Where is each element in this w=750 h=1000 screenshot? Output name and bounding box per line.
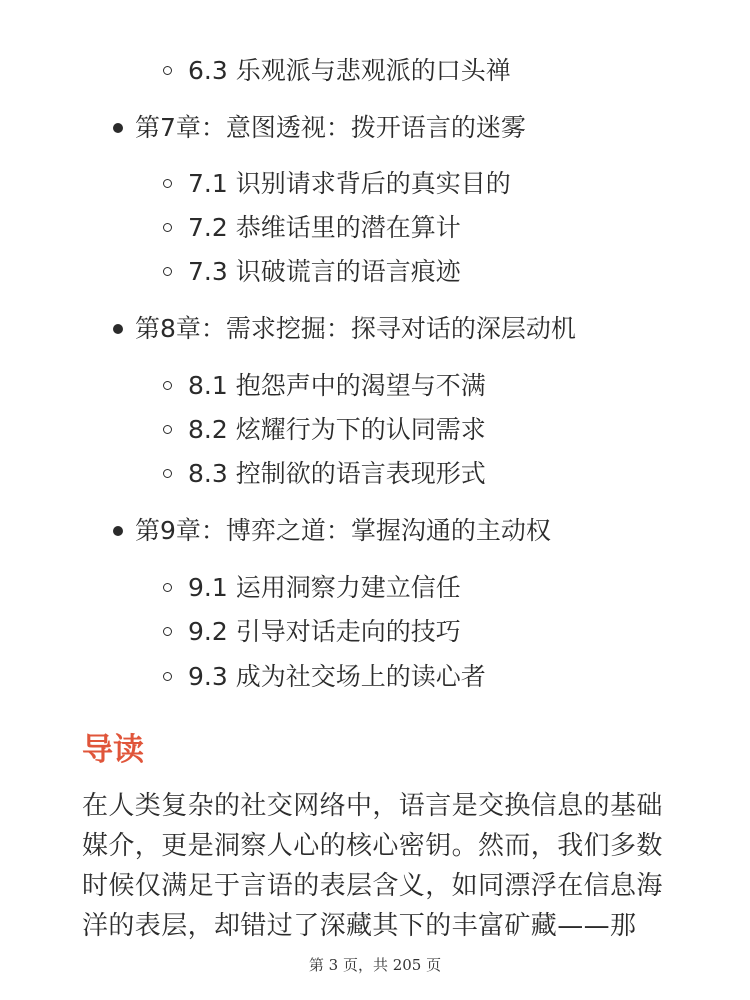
toc-item-text: 8.2 炫耀行为下的认同需求 xyxy=(188,415,486,444)
toc-section-9-3 xyxy=(163,662,486,692)
hollow-circle-bullet-icon xyxy=(163,425,172,434)
hollow-circle-bullet-icon xyxy=(163,469,172,478)
section-heading: 导读 xyxy=(82,732,144,768)
toc-item-text: 8.3 控制欲的语言表现形式 xyxy=(188,459,486,488)
toc-chapter-9 xyxy=(113,516,551,546)
toc-item-text: 第9章：博弈之道：掌握沟通的主动权 xyxy=(135,516,551,545)
hollow-circle-bullet-icon xyxy=(163,267,172,276)
toc-section-8-3 xyxy=(163,459,486,489)
filled-circle-bullet-icon xyxy=(113,324,123,334)
filled-circle-bullet-icon xyxy=(113,123,123,133)
paragraph-line: 时候仅满足于言语的表层含义，如同漂浮在信息海 xyxy=(82,871,663,901)
toc-item-text: 第7章：意图透视：拨开语言的迷雾 xyxy=(135,113,526,142)
toc-item-text: 9.2 引导对话走向的技巧 xyxy=(188,617,461,646)
toc-item-text: 9.1 运用洞察力建立信任 xyxy=(188,573,461,602)
toc-item-text: 7.3 识破谎言的语言痕迹 xyxy=(188,257,461,286)
hollow-circle-bullet-icon xyxy=(163,381,172,390)
hollow-circle-bullet-icon xyxy=(163,66,172,75)
toc-chapter-8 xyxy=(113,314,576,344)
toc-section-9-1 xyxy=(163,573,461,603)
hollow-circle-bullet-icon xyxy=(163,179,172,188)
toc-section-9-2 xyxy=(163,617,461,647)
hollow-circle-bullet-icon xyxy=(163,583,172,592)
toc-section-8-2 xyxy=(163,415,486,445)
paragraph-line: 在人类复杂的社交网络中，语言是交换信息的基础 xyxy=(82,791,663,821)
hollow-circle-bullet-icon xyxy=(163,672,172,681)
toc-section-7-3 xyxy=(163,257,461,287)
toc-item-text: 7.1 识别请求背后的真实目的 xyxy=(188,169,511,198)
toc-section-8-1 xyxy=(163,371,486,401)
paragraph-line: 洋的表层，却错过了深藏其下的丰富矿藏——那 xyxy=(82,911,637,941)
toc-section-7-1 xyxy=(163,169,511,199)
toc-section-6-3 xyxy=(163,56,511,86)
paragraph-line: 媒介，更是洞察人心的核心密钥。然而，我们多数 xyxy=(82,831,663,861)
filled-circle-bullet-icon xyxy=(113,526,123,536)
hollow-circle-bullet-icon xyxy=(163,627,172,636)
page-indicator: 第 3 页，共 205 页 xyxy=(308,956,442,974)
toc-item-text: 第8章：需求挖掘：探寻对话的深层动机 xyxy=(135,314,576,343)
toc-chapter-7 xyxy=(113,113,526,143)
hollow-circle-bullet-icon xyxy=(163,223,172,232)
toc-item-text: 7.2 恭维话里的潜在算计 xyxy=(188,213,461,242)
toc-item-text: 9.3 成为社交场上的读心者 xyxy=(188,662,486,691)
toc-section-7-2 xyxy=(163,213,461,243)
toc-item-text: 8.1 抱怨声中的渴望与不满 xyxy=(188,371,486,400)
toc-item-text: 6.3 乐观派与悲观派的口头禅 xyxy=(188,56,511,85)
